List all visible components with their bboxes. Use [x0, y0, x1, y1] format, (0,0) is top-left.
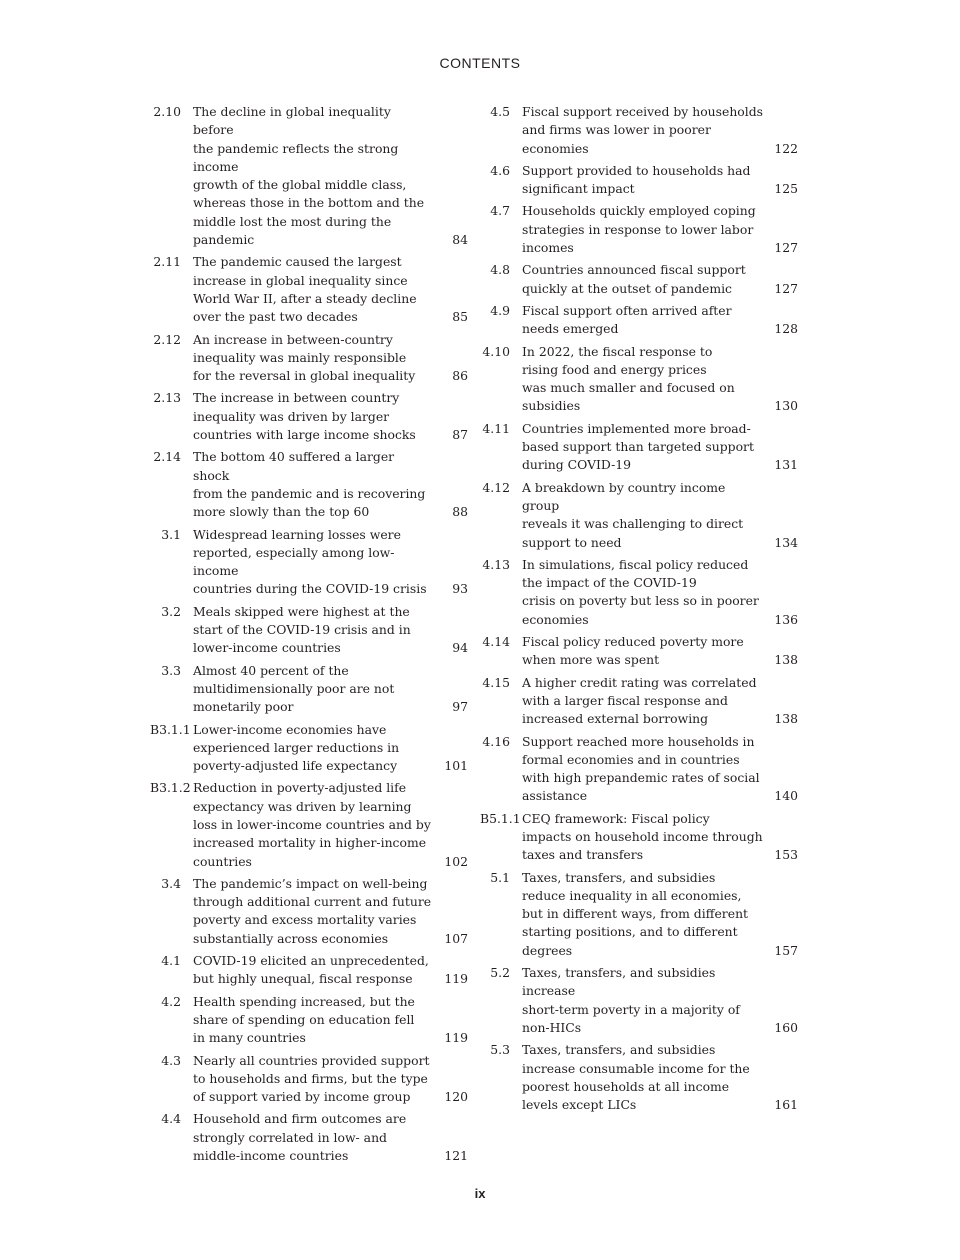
figure-title: CEQ framework: Fiscal policy impacts on household income through taxes and transfers: [522, 810, 763, 863]
toc-entry: [480, 556, 798, 629]
toc-entry: [480, 869, 798, 960]
contents-column-left: [150, 103, 468, 1169]
figure-title: Fiscal policy reduced poverty more when more was spent: [522, 634, 744, 668]
page-ref: 127: [774, 280, 798, 296]
figure-title: The increase in between country inequality was driven by larger countries with large income shocks: [193, 390, 416, 443]
toc-entry: [480, 302, 798, 339]
figure-title: Almost 40 percent of the multidimensionally poor are not monetarily poor: [193, 662, 395, 715]
page-ref: 84: [452, 232, 468, 248]
figure-title: Health spending increased, but the share of spending on education fell in many countries: [193, 993, 415, 1046]
toc-entry: [150, 389, 468, 444]
page-ref: 107: [444, 930, 468, 946]
page-ref: 85: [452, 309, 468, 325]
figure-number: 5.1: [490, 869, 510, 885]
toc-entry: [480, 733, 798, 806]
figure-number: 5.3: [490, 1042, 510, 1058]
figure-title: Countries implemented more broad- based support than targeted support during COVID-19: [522, 420, 754, 473]
figure-number: 4.10: [482, 343, 510, 359]
page-ref: 138: [774, 652, 798, 668]
figure-number: 4.3: [161, 1052, 181, 1068]
figure-number: 4.11: [482, 420, 510, 436]
toc-entry: [150, 952, 468, 989]
page-ref: 127: [774, 240, 798, 256]
toc-entry: [480, 162, 798, 199]
page-ref: 87: [452, 427, 468, 443]
figure-title: Support reached more households in formal economies and in countries with high prepandemic rates of social assistance: [522, 733, 760, 804]
figure-number: 4.8: [490, 262, 510, 278]
page-ref: 120: [444, 1089, 468, 1105]
toc-entry: [150, 875, 468, 948]
figure-number: 2.12: [153, 331, 181, 347]
page-ref: 101: [444, 758, 468, 774]
page-ref: 134: [774, 534, 798, 550]
toc-entry: [480, 343, 798, 416]
figure-title: Meals skipped were highest at the start of the COVID-19 crisis and in lower-income countries: [193, 603, 411, 656]
page-ref: 153: [774, 847, 798, 863]
figure-title: Taxes, transfers, and subsidies increase consumable income for the poorest households at all income levels except LICs: [522, 1042, 750, 1113]
figure-title: Households quickly employed coping strategies in response to lower labor incomes: [522, 203, 756, 256]
page-ref: 125: [774, 181, 798, 197]
figure-title: Reduction in poverty-adjusted life expectancy was driven by learning loss in lower-income countries and by increased mortality in higher-income countries: [193, 780, 431, 869]
figure-number: 4.12: [482, 479, 510, 495]
figure-number: 4.9: [490, 302, 510, 318]
page-ref: 157: [774, 942, 798, 958]
toc-entry: [480, 479, 798, 552]
page-ref: 122: [774, 140, 798, 156]
figure-title: An increase in between-country inequality was mainly responsible for the reversal in global inequality: [193, 331, 416, 384]
figure-number: 4.16: [482, 733, 510, 749]
running-header: CONTENTS: [439, 55, 521, 71]
figure-title: A breakdown by country income group reveals it was challenging to direct support to need: [522, 479, 744, 550]
figure-number: 2.14: [153, 449, 181, 465]
figure-title: The bottom 40 suffered a larger shock from the pandemic and is recovering more slowly than the top 60: [193, 449, 426, 520]
figure-number: B3.1.2: [150, 780, 191, 796]
figure-title: In simulations, fiscal policy reduced the impact of the COVID-19 crisis on poverty but less so in poorer economies: [522, 556, 759, 627]
toc-entry: [480, 674, 798, 729]
page-ref: 130: [774, 398, 798, 414]
page-ref: 140: [774, 788, 798, 804]
toc-entry: [150, 662, 468, 717]
figure-title: Taxes, transfers, and subsidies reduce inequality in all economies, but in different ways, from different starting positions, and to different degrees: [522, 869, 749, 958]
figure-title: The pandemic caused the largest increase in global inequality since World War II, after a steady decline over the past two decades: [193, 254, 417, 325]
figure-number: 4.13: [482, 556, 510, 572]
toc-entry: [480, 261, 798, 298]
page-ref: 119: [444, 1030, 468, 1046]
page-ref: 97: [452, 699, 468, 715]
toc-entry: [150, 1052, 468, 1107]
figure-number: 5.2: [490, 965, 510, 981]
toc-entry: [480, 810, 798, 865]
figure-title: Countries announced fiscal support quickly at the outset of pandemic: [522, 262, 746, 296]
figure-title: Nearly all countries provided support to households and firms, but the type of support varied by income group: [193, 1052, 430, 1105]
toc-entry: [150, 526, 468, 599]
page-ref: 93: [452, 581, 468, 597]
page-ref: 102: [444, 853, 468, 869]
figure-number: 2.11: [153, 254, 181, 270]
figure-number: B3.1.1: [150, 721, 191, 737]
page-ref: 128: [774, 321, 798, 337]
page-number: ix: [474, 1186, 486, 1201]
figure-number: 4.6: [490, 162, 510, 178]
page-ref: 160: [774, 1019, 798, 1035]
figure-number: 4.5: [490, 104, 510, 119]
figure-title: In 2022, the fiscal response to rising food and energy prices was much smaller and focused on subsidies: [522, 343, 735, 414]
figure-title: The decline in global inequality before the pandemic reflects the strong income growth of the global middle class, whereas those in the bottom and the middle lost the most during the pandemic: [193, 104, 425, 248]
toc-entry: [150, 103, 468, 249]
figure-title: COVID-19 elicited an unprecedented, but highly unequal, fiscal response: [193, 953, 429, 987]
page-ref: 121: [444, 1148, 468, 1164]
toc-entry: [480, 420, 798, 475]
figure-number: 4.7: [490, 203, 510, 219]
toc-entry: [480, 633, 798, 670]
figure-title: Taxes, transfers, and subsidies increase short-term poverty in a majority of non-HICs: [522, 965, 740, 1035]
figure-number: 3.1: [161, 526, 181, 542]
toc-entry: [480, 1041, 798, 1114]
figure-number: 2.10: [153, 104, 181, 119]
figure-number: 4.15: [482, 674, 510, 690]
toc-entry: [150, 448, 468, 521]
toc-entry: [480, 964, 798, 1037]
figure-number: 3.2: [161, 603, 181, 619]
page-ref: 161: [774, 1097, 798, 1113]
figure-title: A higher credit rating was correlated with a larger fiscal response and increased external borrowing: [522, 674, 757, 727]
figure-number: B5.1.1: [480, 810, 521, 826]
figure-title: Fiscal support often arrived after needs emerged: [522, 302, 732, 337]
figure-number: 3.4: [161, 875, 181, 891]
page-ref: 88: [452, 504, 468, 520]
figure-number: 4.1: [161, 953, 181, 969]
page-ref: 86: [452, 368, 468, 384]
contents-column-right: [480, 103, 798, 1118]
page-ref: 138: [774, 711, 798, 727]
figure-title: Fiscal support received by households and firms was lower in poorer economies: [522, 104, 764, 156]
figure-title: Lower-income economies have experienced larger reductions in poverty-adjusted life expectancy: [193, 721, 400, 774]
toc-entry: [480, 103, 798, 158]
figure-title: Support provided to households had significant impact: [522, 162, 751, 197]
page-ref: 136: [774, 611, 798, 627]
toc-entry: [150, 1110, 468, 1165]
figure-number: 3.3: [161, 662, 181, 678]
toc-entry: [150, 331, 468, 386]
figure-number: 2.13: [153, 390, 181, 406]
toc-entry: [150, 721, 468, 776]
figure-title: Widespread learning losses were reported, especially among low-income countries during the COVID-19 crisis: [193, 526, 427, 597]
page-ref: 119: [444, 971, 468, 987]
page-ref: 94: [452, 640, 468, 656]
figure-number: 4.14: [482, 634, 510, 650]
toc-entry: [150, 253, 468, 326]
toc-entry: [150, 779, 468, 870]
toc-entry: [480, 202, 798, 257]
figure-number: 4.4: [161, 1111, 181, 1127]
page-ref: 131: [774, 457, 798, 473]
figure-number: 4.2: [161, 993, 181, 1009]
toc-entry: [150, 603, 468, 658]
figure-title: The pandemic’s impact on well-being through additional current and future poverty and excess mortality varies substantially across economies: [193, 875, 432, 946]
toc-entry: [150, 993, 468, 1048]
figure-title: Household and firm outcomes are strongly correlated in low- and middle-income countries: [193, 1111, 407, 1164]
